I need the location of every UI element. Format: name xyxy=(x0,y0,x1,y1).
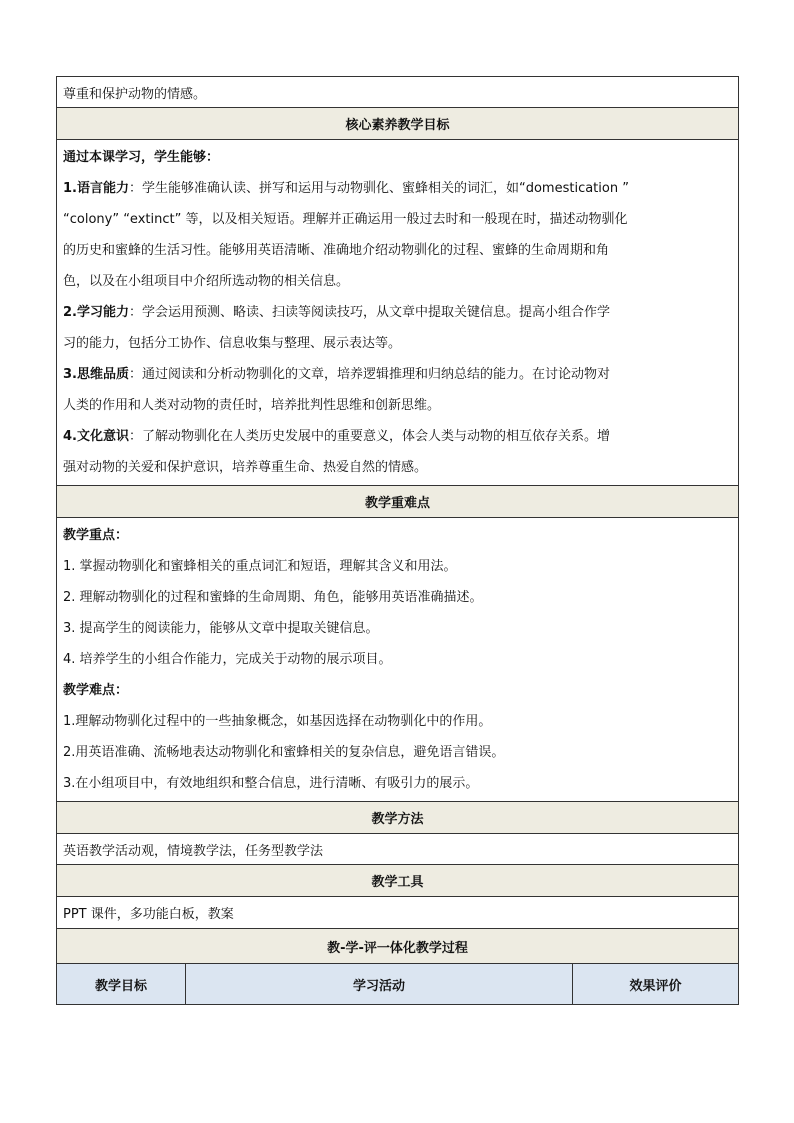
tools-cell xyxy=(57,897,739,929)
difficulty-item: 1.理解动物驯化过程中的一些抽象概念，如基因选择在动物驯化中的作用。 xyxy=(63,714,492,729)
goal-label: 1.语言能力 xyxy=(63,181,129,196)
goal-text: ：学会运用预测、略读、扫读等阅读技巧，从文章中提取关键信息。提高小组合作学 xyxy=(128,305,610,320)
intro-tail-cell xyxy=(57,77,739,108)
focus-item: 4. 培养学生的小组合作能力，完成关于动物的展示项目。 xyxy=(63,652,392,667)
goal-text: 色，以及在小组项目中介绍所选动物的相关信息。 xyxy=(63,274,350,289)
process-column-headers xyxy=(57,964,739,1005)
core-goals-heading: 核心素养教学目标 xyxy=(57,108,739,140)
difficulty-item: 3.在小组项目中，有效地组织和整合信息，进行清晰、有吸引力的展示。 xyxy=(63,776,479,791)
goal-label: 2.学习能力 xyxy=(63,305,129,320)
difficulty-label: 教学难点： xyxy=(63,683,129,698)
goal-item-learning xyxy=(63,297,732,359)
goal-text: 的历史和蜜蜂的生活习性。能够用英语清晰、准确地介绍动物驯化的过程、蜜蜂的生命周期和角 xyxy=(63,243,610,258)
focus-item: 1. 掌握动物驯化和蜜蜂相关的重点词汇和短语，理解其含义和用法。 xyxy=(63,559,457,574)
column-header-evaluation: 效果评价 xyxy=(573,964,739,1005)
methods-cell xyxy=(57,834,739,865)
focus-item: 2. 理解动物驯化的过程和蜜蜂的生命周期、角色，能够用英语准确描述。 xyxy=(63,590,483,605)
difficulty-item: 2.用英语准确、流畅地表达动物驯化和蜜蜂相关的复杂信息，避免语言错误。 xyxy=(63,745,505,760)
goal-text: “colony” “extinct” 等，以及相关短语。理解并正确运用一般过去时和一般现在时，描述动物驯化 xyxy=(63,212,628,227)
goal-text: ：了解动物驯化在人类历史发展中的重要意义，体会人类与动物的相互依存关系。增 xyxy=(128,429,610,444)
focus-item: 3. 提高学生的阅读能力，能够从文章中提取关键信息。 xyxy=(63,621,379,636)
goal-item-language xyxy=(63,173,732,297)
column-header-goal: 教学目标 xyxy=(57,964,186,1005)
key-points-heading: 教学重难点 xyxy=(57,486,739,518)
goal-text: 人类的作用和人类对动物的责任时，培养批判性思维和创新思维。 xyxy=(63,398,441,413)
key-points-body xyxy=(57,518,739,802)
methods-heading: 教学方法 xyxy=(57,802,739,834)
goal-label: 4.文化意识 xyxy=(63,429,129,444)
goal-item-thinking xyxy=(63,359,732,421)
goal-text: ：通过阅读和分析动物驯化的文章，培养逻辑推理和归纳总结的能力。在讨论动物对 xyxy=(128,367,610,382)
goal-text: 习的能力，包括分工协作、信息收集与整理、展示表达等。 xyxy=(63,336,402,351)
focus-label: 教学重点： xyxy=(63,528,129,543)
process-heading: 教-学-评一体化教学过程 xyxy=(57,929,739,964)
tools-text: PPT 课件，多功能白板，教案 xyxy=(63,907,234,922)
goal-item-culture xyxy=(63,421,732,483)
goal-text: ：学生能够准确认读、拼写和运用与动物驯化、蜜蜂相关的词汇，如“domestication ” xyxy=(128,181,629,196)
column-header-activity: 学习活动 xyxy=(186,964,573,1005)
core-goals-body xyxy=(57,140,739,486)
methods-text: 英语教学活动观，情境教学法，任务型教学法 xyxy=(63,843,324,859)
intro-tail-text: 尊重和保护动物的情感。 xyxy=(63,86,207,102)
lesson-plan-table xyxy=(56,76,739,1005)
tools-heading: 教学工具 xyxy=(57,865,739,897)
goal-text: 强对动物的关爱和保护意识，培养尊重生命、热爱自然的情感。 xyxy=(63,460,428,475)
goal-label: 3.思维品质 xyxy=(63,367,129,382)
core-goals-lead: 通过本课学习，学生能够： xyxy=(63,150,220,165)
